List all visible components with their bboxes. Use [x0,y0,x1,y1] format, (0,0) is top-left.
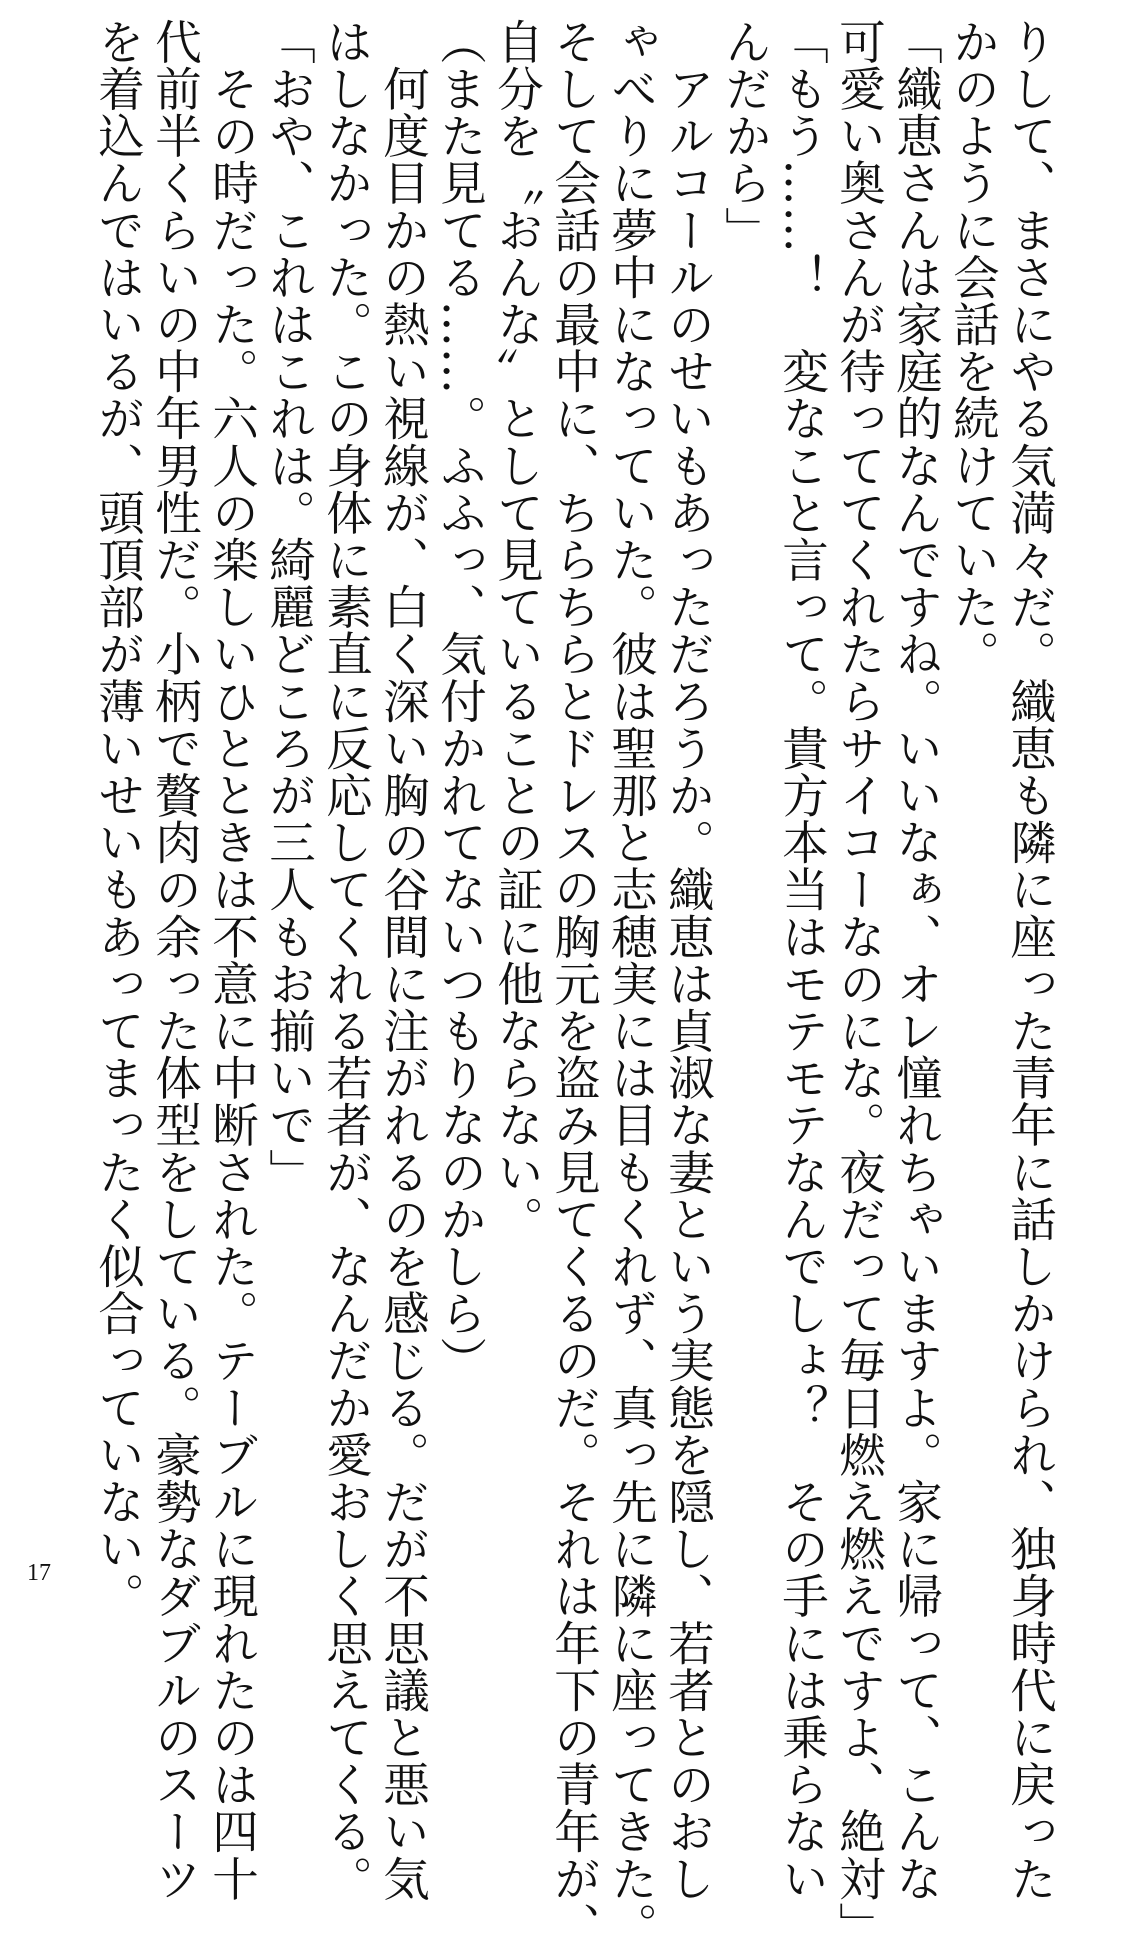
page-number: 17 [27,1560,51,1586]
text-line: 「おや、これはこれは。綺麗どころが三人もお揃いで」 [262,18,316,1196]
text-line: 代前半くらいの中年男性だ。小柄で贅肉の余った体型をしている。豪勢なダブルのスーツ [148,18,202,1902]
text-line: 自分を〝おんな〟として見ていることの証に他ならない。 [490,18,544,1243]
text-line: その時だった。六人の楽しいひとときは不意に中断された。テーブルに現れたのは四十 [205,18,259,1902]
text-line: かのように会話を続けていた。 [946,18,1000,678]
text-line: （また見てる……。ふふっ、気付かれてないつもりなのかしら） [433,18,487,1384]
text-line: ゃべりに夢中になっていた。彼は聖那と志穂実には目もくれず、真っ先に隣に座ってきた。 [604,18,658,1949]
text-line: アルコールのせいもあっただろうか。織恵は貞淑な妻という実態を隠し、若者とのおし [661,18,715,1902]
text-line: 「織恵さんは家庭的なんですね。いいなぁ、オレ憧れちゃいますよ。家に帰って、こんな [889,18,943,1902]
vertical-text-body [89,18,1058,1949]
text-line: を着込んではいるが、頭頂部が薄いせいもあってまったく似合っていない。 [91,18,145,1620]
text-line: そして会話の最中に、ちらちらとドレスの胸元を盗み見てくるのだ。それは年下の青年が、 [547,18,601,1949]
text-line: 「もう……！ 変なこと言って。貴方本当はモテモテなんでしょ？ その手には乗らない [775,18,829,1902]
text-line: りして、まさにやる気満々だ。織恵も隣に座った青年に話しかけられ、独身時代に戻った [1003,18,1057,1902]
text-line: 可愛い奥さんが待っててくれたらサイコーなのにな。夜だって毎日燃え燃えですよ、絶対」 [832,18,886,1949]
text-line: はしなかった。この身体に素直に反応してくれる若者が、なんだか愛おしく思えてくる。 [319,18,373,1902]
text-line: 何度目かの熱い視線が、白く深い胸の谷間に注がれるのを感じる。だが不思議と悪い気 [376,18,430,1902]
text-line: んだから」 [718,18,772,254]
